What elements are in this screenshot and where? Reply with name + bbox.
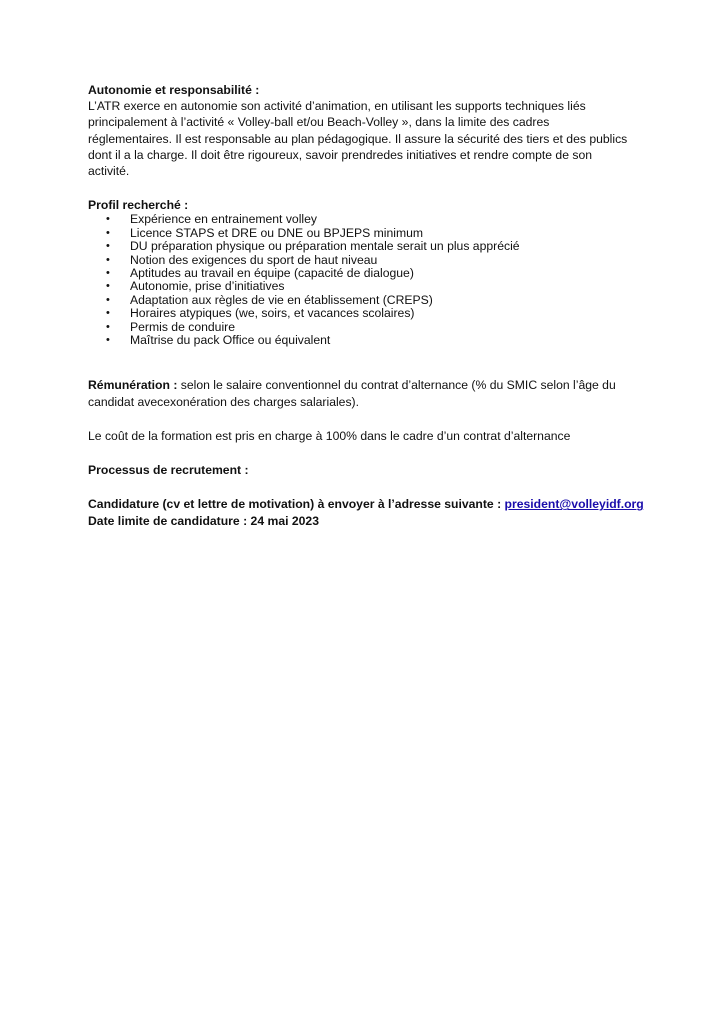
autonomie-line: L’ATR exerce en autonomie son activité d’animation, en utilisant les supports techniques liés (88, 99, 586, 114)
autonomie-line: activité. (88, 164, 130, 179)
list-item-text: Licence STAPS et DRE ou DNE ou BPJEPS minimum (130, 225, 424, 240)
candidature-paragraph (88, 496, 648, 528)
list-item-text: Expérience en entrainement volley (130, 212, 317, 227)
list-item-text: Aptitudes au travail en équipe (capacité de dialogue) (130, 266, 414, 281)
autonomie-heading: Autonomie et responsabilité : (88, 83, 260, 97)
list-item (88, 334, 648, 347)
deadline-text: Date limite de candidature : 24 mai 2023 (88, 513, 319, 528)
list-item (88, 321, 648, 334)
candidature-text: Candidature (cv et lettre de motivation) à envoyer à l’adresse suivante : (88, 497, 505, 512)
list-item (88, 227, 648, 240)
remuneration-text-cont: candidat avecexonération des charges salariales). (88, 394, 359, 409)
bullet-icon: • (106, 307, 110, 320)
profil-list (88, 213, 648, 347)
profil-heading: Profil recherché : (88, 198, 189, 213)
list-item-text: DU préparation physique ou préparation mentale serait un plus apprécié (130, 239, 520, 254)
bullet-icon: • (106, 226, 110, 239)
list-item (88, 294, 648, 307)
list-item-text: Autonomie, prise d’initiatives (130, 279, 285, 294)
remuneration-text: selon le salaire conventionnel du contrat d’alternance (% du SMIC selon l’âge du (177, 378, 616, 393)
list-item (88, 213, 648, 226)
autonomie-line: réglementaires. Il est responsable au plan pédagogique. Il assure la sécurité des tiers et des publics (88, 131, 628, 146)
autonomie-line: dont il a la charge. Il doit être rigoureux, savoir prendredes initiatives et rendre compte de son (88, 147, 593, 162)
list-item-text: Horaires atypiques (we, soirs, et vacances scolaires) (130, 306, 415, 321)
formation-paragraph: Le coût de la formation est pris en charge à 100% dans le cadre d’un contrat d’alternance (88, 428, 571, 443)
list-item-text: Permis de conduire (130, 319, 235, 334)
email-link[interactable]: president@volleyidf.org (504, 497, 644, 512)
list-item (88, 240, 648, 253)
remuneration-paragraph (88, 377, 648, 409)
remuneration-label: Rémunération : (88, 378, 178, 393)
bullet-icon: • (106, 293, 110, 306)
bullet-icon: • (106, 253, 110, 266)
list-item-text: Notion des exigences du sport de haut niveau (130, 252, 378, 267)
list-item-text: Adaptation aux règles de vie en établissement (CREPS) (130, 292, 433, 307)
list-item-text: Maîtrise du pack Office ou équivalent (130, 333, 331, 348)
bullet-icon: • (106, 267, 110, 280)
list-item (88, 307, 648, 320)
bullet-icon: • (106, 320, 110, 333)
bullet-icon: • (106, 334, 110, 347)
autonomie-body (88, 98, 648, 179)
bullet-icon: • (106, 213, 110, 226)
document-page (88, 82, 648, 529)
list-item (88, 267, 648, 280)
bullet-icon: • (106, 240, 110, 253)
list-item (88, 254, 648, 267)
processus-heading: Processus de recrutement : (88, 463, 249, 478)
bullet-icon: • (106, 280, 110, 293)
list-item (88, 280, 648, 293)
autonomie-line: principalement à l’activité « Volley-ball et/ou Beach-Volley », dans la limite des cadres (88, 115, 550, 130)
